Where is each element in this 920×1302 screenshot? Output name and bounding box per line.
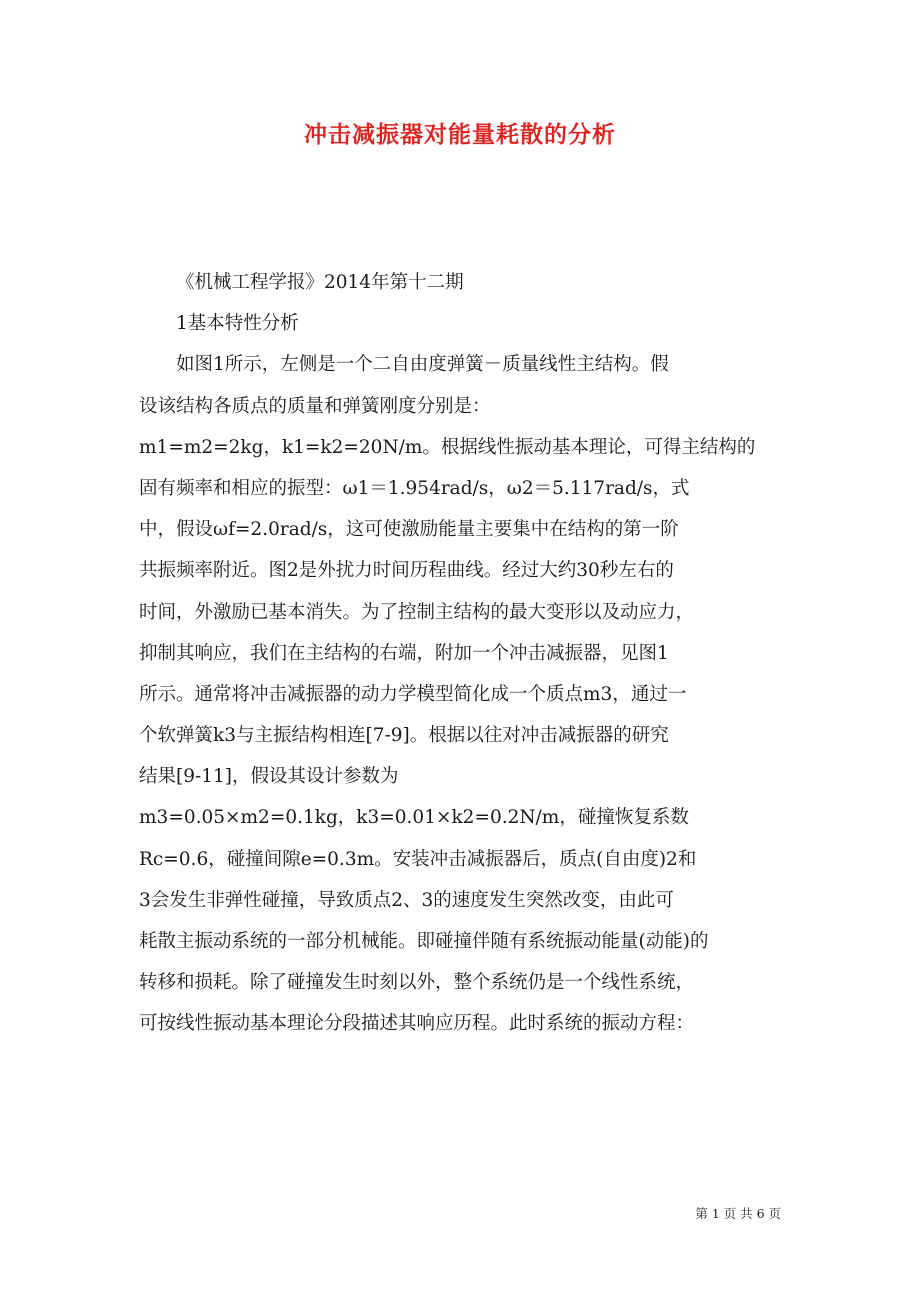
page-number-footer: 第 1 页 共 6 页 [695,1206,781,1221]
text-line: 设该结构各质点的质量和弹簧刚度分别是： [139,395,491,417]
text-line: 转移和损耗。除了碰撞发生时刻以外，整个系统仍是一个线性系统， [139,972,695,994]
text-line: 共振频率附近。图2是外扰力时间历程曲线。经过大约30秒左右的 [139,560,674,582]
text-line: 抑制其响应，我们在主结构的右端，附加一个冲击减振器，见图1 [139,642,669,664]
text-line: m3=0.05×m2=0.1kg，k3=0.01×k2=0.2N/m，碰撞恢复系数 [139,807,689,829]
section-heading: 1基本特性分析 [176,313,299,335]
text-line: Rc=0.6，碰撞间隙e=0.3m。安装冲击减振器后，质点(自由度)2和 [139,848,697,870]
text-line: 所示。通常将冲击减振器的动力学模型简化成一个质点m3，通过一 [139,683,687,705]
text-line: 可按线性振动基本理论分段描述其响应历程。此时系统的振动方程： [139,1013,695,1035]
journal-source-line: 《机械工程学报》2014年第十二期 [176,272,464,293]
text-line: 固有频率和相应的振型：ω1＝1.954rad/s，ω2＝5.117rad/s，式 [139,477,690,499]
document-title: 冲击减振器对能量耗散的分析 [304,121,616,148]
text-line: 个软弹簧k3与主振结构相连[7-9]。根据以往对冲击减振器的研究 [139,725,669,747]
text-line: m1=m2=2kg，k1=k2=20N/m。根据线性振动基本理论，可得主结构的 [139,436,756,458]
text-line: 中，假设ωf=2.0rad/s，这可使激励能量主要集中在结构的第一阶 [139,519,679,541]
text-line: 时间，外激励已基本消失。为了控制主结构的最大变形以及动应力， [139,601,695,623]
text-line: 如图1所示，左侧是一个二自由度弹簧－质量线性主结构。假 [176,354,669,376]
document-body [139,262,799,1045]
text-line: 耗散主振动系统的一部分机械能。即碰撞伴随有系统振动能量(动能)的 [139,931,709,952]
text-line: 3会发生非弹性碰撞，导致质点2、3的速度发生突然改变，由此可 [139,889,674,911]
text-line: 结果[9-11]，假设其设计参数为 [139,766,399,788]
